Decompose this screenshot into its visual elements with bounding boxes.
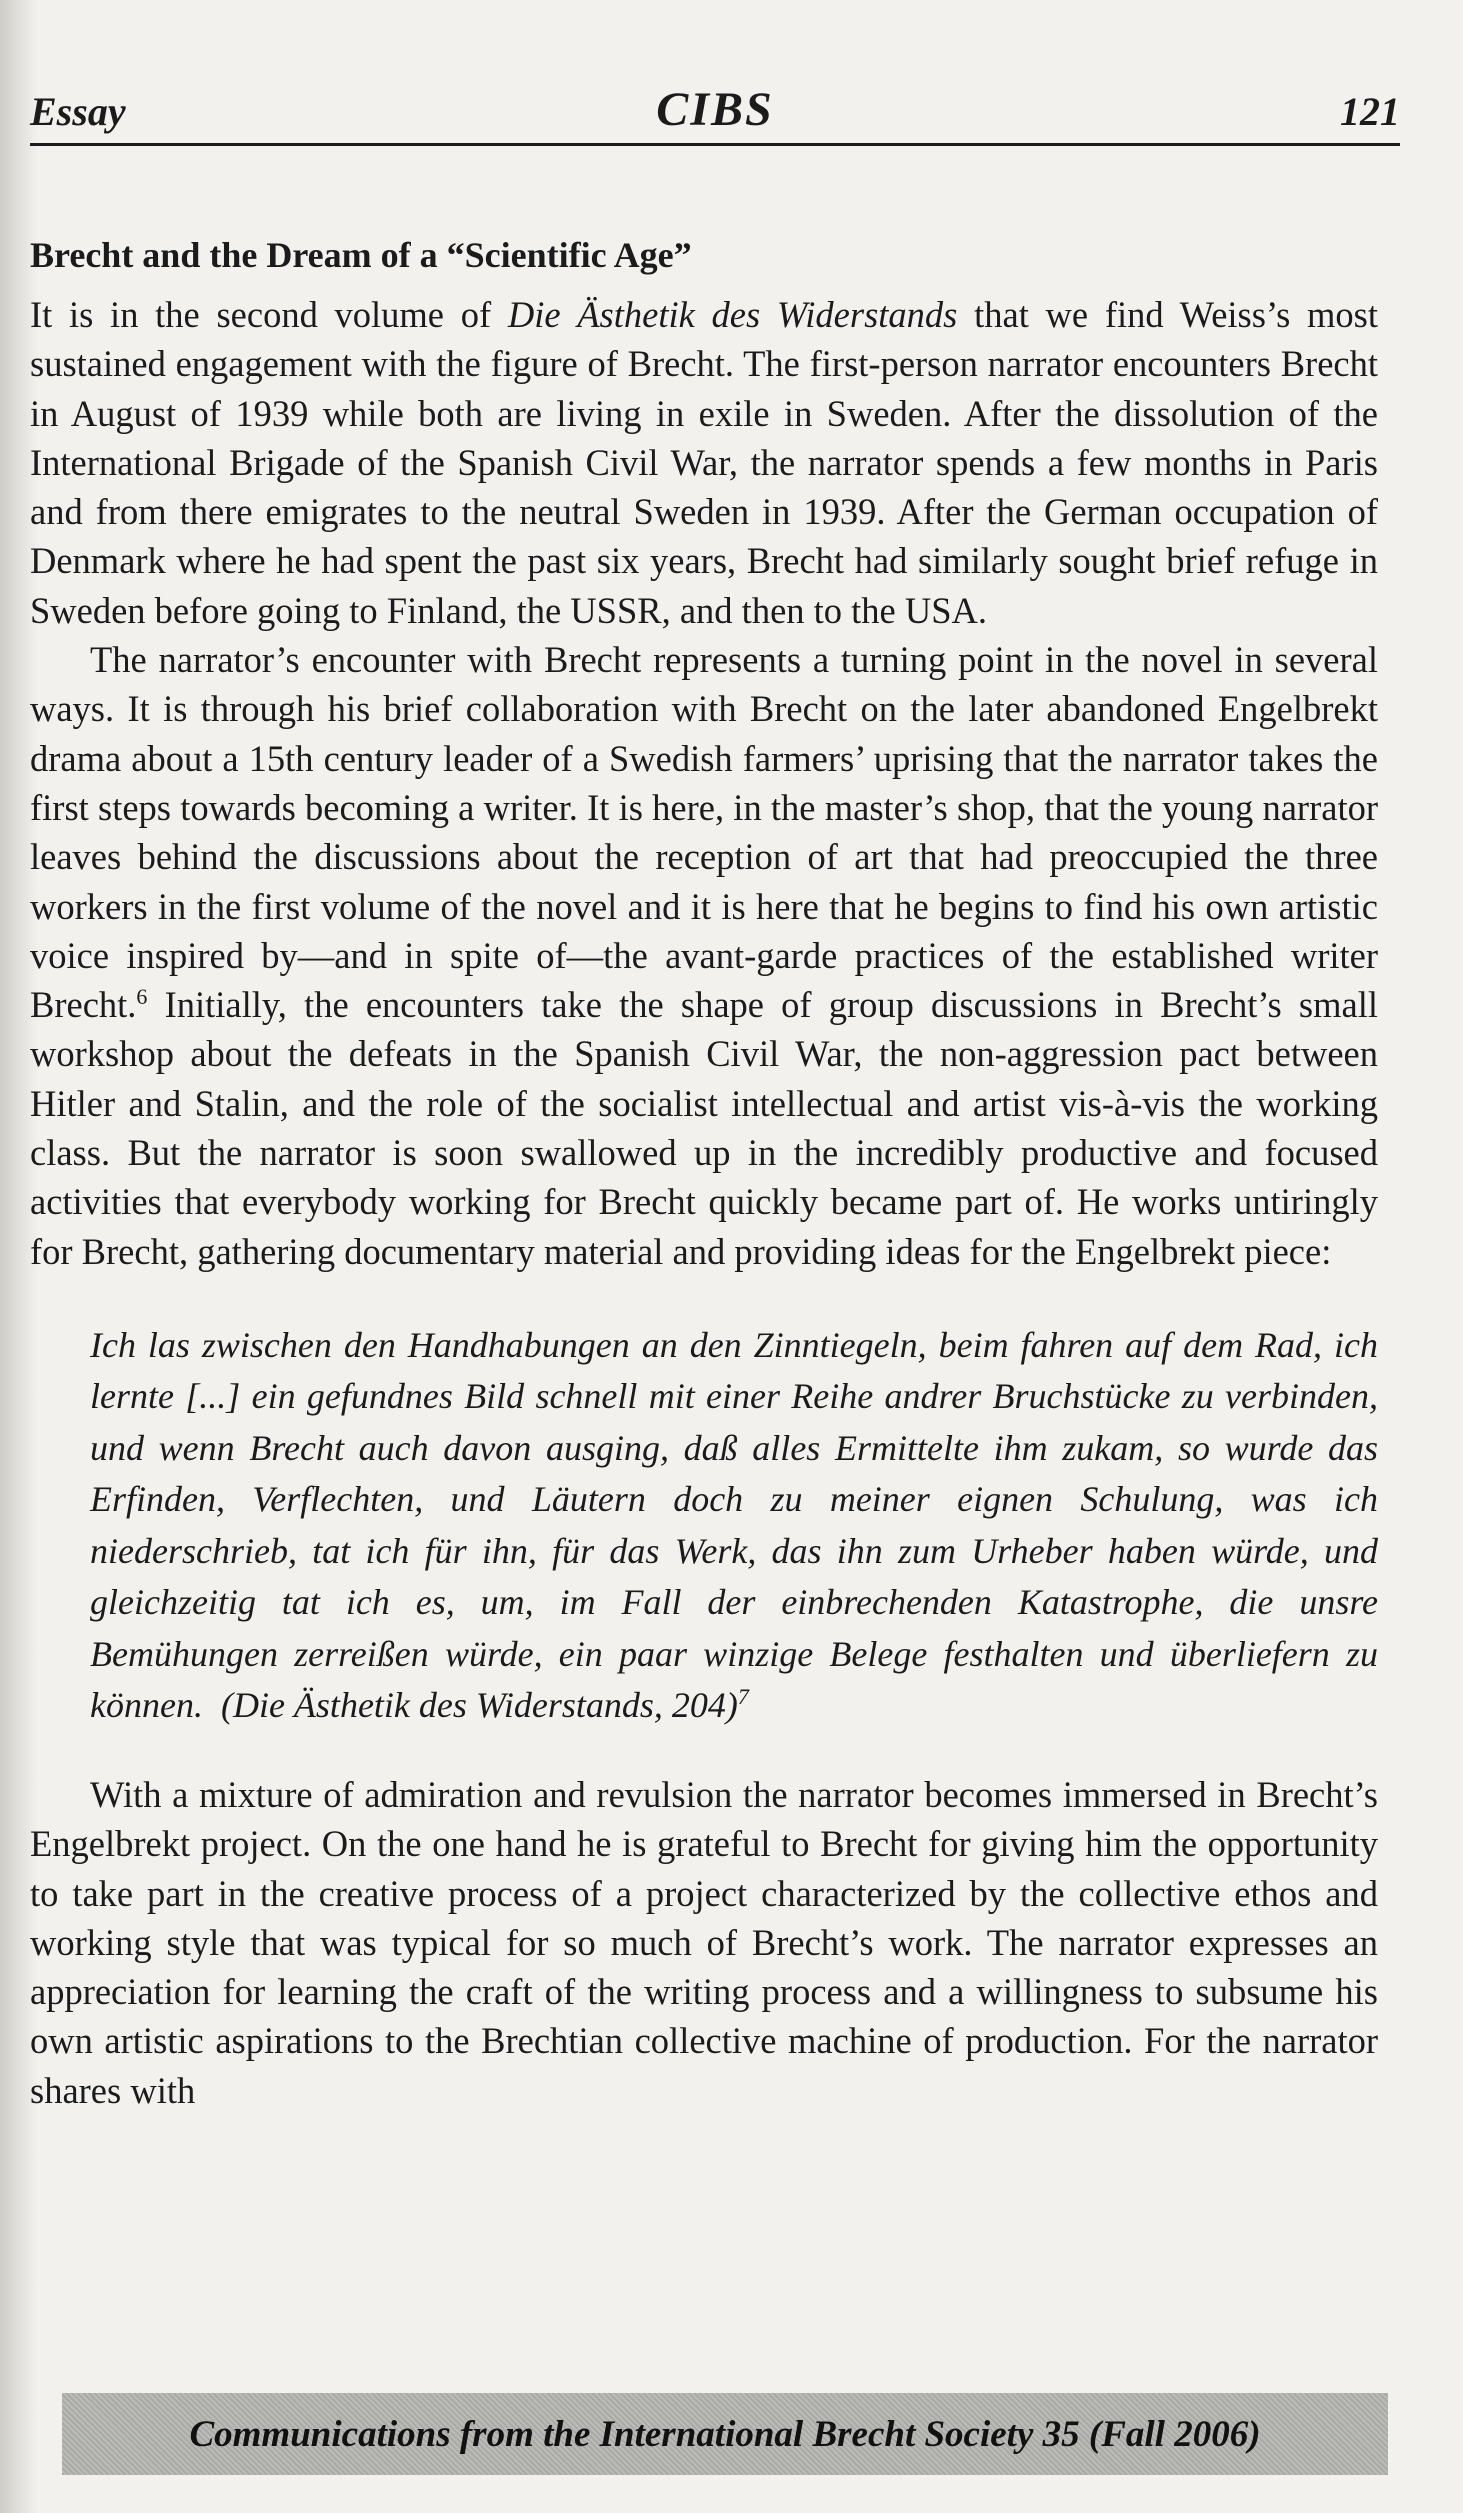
section-heading: Brecht and the Dream of a “Scientific Age”: [30, 235, 692, 275]
paragraph-2-text-a: The narrator’s encounter with Brecht represents a turning point in the novel in several ways. It is through his brief collaboration with Brecht on the later abandoned Engelbrekt drama about a 15th century leader of a Swedish farmers’ uprising that the narrator takes the first steps towards becoming a writer. It is here, in the master’s shop, that the young narrator leaves behind the discussions about the reception of art that had preoccupied the three workers in the first volume of the novel and it is here that he begins to find his own artistic voice inspired by—and in spite of—the avant-garde practices of the established writer Brecht.: [30, 639, 1378, 1026]
footnote-ref-6: 6: [136, 984, 148, 1009]
running-header: [30, 78, 1400, 146]
quote-text: Ich las zwischen den Handhabungen an den Zinntiegeln, beim fahren auf dem Rad, ich lernte [...] ein gefundnes Bild schnell mit einer Reihe andrer Bruchstücke zu verbinden, und wenn Brecht auch davon ausging, daß alles Ermittelte ihm zukam, so wurde das Erfinden, Verflechten, und Läutern doch zu meiner eignen Schulung, was ich niederschrieb, tat ich für ihn, für das Werk, das ihn zum Urheber haben würde, und gleichzeitig tat ich es, um, im Fall der einbrechenden Katastrophe, die unsre Bemühungen zerreißen würde, ein paar winzige Belege festhalten und überliefern zu können.: [90, 1324, 1378, 1726]
paragraph-3: With a mixture of admiration and revulsion the narrator becomes immersed in Brecht’s Engelbrekt project. On the one hand he is grateful to Brecht for giving him the opportunity to take part in the creative process of a project characterized by the collective ethos and working style that was typical for so much of Brecht’s work. The narrator expresses an appreciation for learning the craft of the writing process and a willingness to subsume his own artistic aspirations to the Brechtian collective machine of production. For the narrator shares with: [30, 1773, 1378, 2111]
book-title: Die Ästhetik des Widerstands: [507, 294, 958, 335]
paragraph-2: [30, 635, 1378, 1276]
header-rule: [30, 143, 1400, 146]
journal-footer-banner: [62, 2393, 1388, 2475]
block-quote: [90, 1320, 1378, 1732]
paragraph-1-text-b: that we find Weiss’s most sustained engagement with the figure of Brecht. The first-person narrator encounters Brecht in August of 1939 while both are living in exile in Sweden. After the dissolution of the International Brigade of the Spanish Civil War, the narrator spends a few months in Paris and from there emigrates to the neutral Sweden in 1939. After the German occupation of Denmark where he had spent the past six years, Brecht had similarly sought brief refuge in Sweden before going to Finland, the USSR, and then to the USA.: [30, 294, 1378, 631]
quote-citation: (Die Ästhetik des Widerstands, 204): [220, 1685, 738, 1726]
paragraph-2-text-b: Initially, the encounters take the shape of group discussions in Brecht’s small workshop about the defeats in the Spanish Civil War, the non-aggression pact between Hitler and Stalin, and the role of the socialist intellectual and artist vis-à-vis the working class. But the narrator is soon swallowed up in the incredibly productive and focused activities that everybody working for Brecht quickly became part of. He works untiringly for Brecht, gathering documentary material and providing ideas for the Engelbrekt piece:: [30, 984, 1378, 1272]
paragraph-1-text-a: It is in the second volume of: [30, 294, 508, 335]
footer-text: Communications from the International Brecht Society 35 (Fall 2006): [189, 2413, 1261, 2455]
paragraph-1: [30, 290, 1378, 635]
page-number: 121: [1340, 89, 1400, 134]
section-label: Essay: [30, 89, 126, 134]
journal-name: CIBS: [656, 83, 774, 136]
article-body: [30, 232, 1378, 2115]
footnote-ref-7: 7: [737, 1684, 749, 1710]
